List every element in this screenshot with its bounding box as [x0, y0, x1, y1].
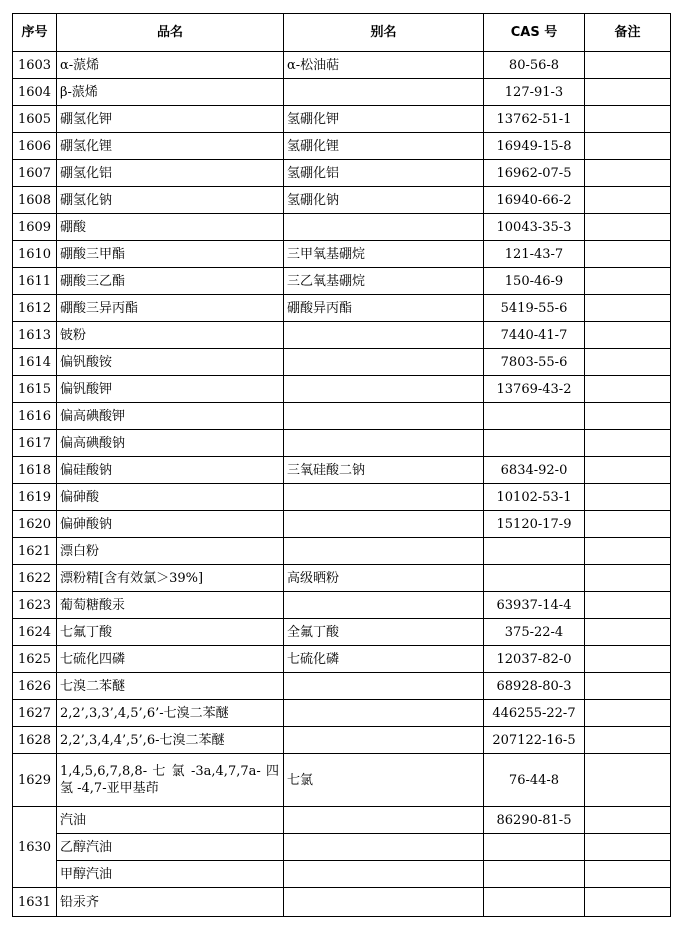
table-row [13, 376, 671, 403]
cell-name: 偏硅酸钠 [57, 457, 284, 484]
cell-cas: 13762-51-1 [484, 106, 585, 133]
table-row [13, 592, 671, 619]
cell-note [585, 538, 671, 565]
table-row [13, 322, 671, 349]
cell-note [585, 484, 671, 511]
cell-cas: 121-43-7 [484, 241, 585, 268]
cell-cas: 68928-80-3 [484, 673, 585, 700]
table-row [13, 160, 671, 187]
cell-name: α-蒎烯 [57, 52, 284, 79]
header-cas: CAS 号 [484, 14, 585, 52]
cell-name: 硼酸三甲酯 [57, 241, 284, 268]
cell-name: 七硫化四磷 [57, 646, 284, 673]
header-note: 备注 [585, 14, 671, 52]
cell-alias [284, 673, 484, 700]
cell-alias [284, 538, 484, 565]
cell-no: 1614 [13, 349, 57, 376]
cell-name: 偏钒酸钾 [57, 376, 284, 403]
cell-name: 硼酸三异丙酯 [57, 295, 284, 322]
cell-alias [284, 376, 484, 403]
cell-alias: 氢硼化铝 [284, 160, 484, 187]
table-row [13, 187, 671, 214]
table-row [13, 241, 671, 268]
cell-alias [284, 700, 484, 727]
table-row [13, 106, 671, 133]
cell-name: 硼氢化铝 [57, 160, 284, 187]
cell-alias [284, 807, 484, 834]
cell-name: 硼氢化钾 [57, 106, 284, 133]
cell-name: 硼酸 [57, 214, 284, 241]
cell-alias [284, 484, 484, 511]
cell-cas: 6834-92-0 [484, 457, 585, 484]
table-row [13, 295, 671, 322]
cell-no: 1620 [13, 511, 57, 538]
cell-no: 1608 [13, 187, 57, 214]
cell-note [585, 214, 671, 241]
cell-note [585, 511, 671, 538]
cell-alias: 三甲氧基硼烷 [284, 241, 484, 268]
table-row-1630-a [13, 807, 671, 834]
cell-no: 1611 [13, 268, 57, 295]
cell-cas [484, 538, 585, 565]
chemical-list-table-container [12, 13, 670, 917]
cell-cas: 86290-81-5 [484, 807, 585, 834]
cell-cas: 13769-43-2 [484, 376, 585, 403]
cell-no: 1622 [13, 565, 57, 592]
cell-note [585, 565, 671, 592]
table-row [13, 430, 671, 457]
cell-no: 1613 [13, 322, 57, 349]
cell-alias [284, 834, 484, 861]
cell-no: 1610 [13, 241, 57, 268]
cell-no-1630: 1630 [13, 807, 57, 888]
cell-no: 1603 [13, 52, 57, 79]
cell-name: 汽油 [57, 807, 284, 834]
cell-alias [284, 861, 484, 888]
cell-alias [284, 592, 484, 619]
cell-name: 漂白粉 [57, 538, 284, 565]
table-row [13, 673, 671, 700]
cell-cas: 15120-17-9 [484, 511, 585, 538]
cell-alias [284, 430, 484, 457]
cell-note [585, 592, 671, 619]
cell-cas: 80-56-8 [484, 52, 585, 79]
cell-note [585, 727, 671, 754]
cell-name: 乙醇汽油 [57, 834, 284, 861]
table-row [13, 619, 671, 646]
cell-name: 硼酸三乙酯 [57, 268, 284, 295]
cell-alias [284, 349, 484, 376]
cell-no: 1621 [13, 538, 57, 565]
table-row [13, 133, 671, 160]
cell-note [585, 646, 671, 673]
table-row [13, 268, 671, 295]
cell-cas: 7440-41-7 [484, 322, 585, 349]
cell-cas: 16949-15-8 [484, 133, 585, 160]
cell-no: 1606 [13, 133, 57, 160]
table-row [13, 457, 671, 484]
cell-name: 铍粉 [57, 322, 284, 349]
table-row-1630-b [13, 834, 671, 861]
cell-note [585, 52, 671, 79]
cell-alias: 高级晒粉 [284, 565, 484, 592]
cell-alias: 三乙氧基硼烷 [284, 268, 484, 295]
cell-no: 1626 [13, 673, 57, 700]
cell-alias [284, 79, 484, 106]
table-row [13, 214, 671, 241]
cell-name: 七溴二苯醚 [57, 673, 284, 700]
cell-name: 甲醇汽油 [57, 861, 284, 888]
cell-note [585, 349, 671, 376]
cell-note [585, 160, 671, 187]
cell-no: 1609 [13, 214, 57, 241]
table-row [13, 511, 671, 538]
cell-note [585, 106, 671, 133]
cell-cas: 12037-82-0 [484, 646, 585, 673]
cell-no: 1607 [13, 160, 57, 187]
cell-cas: 127-91-3 [484, 79, 585, 106]
cell-cas: 10102-53-1 [484, 484, 585, 511]
cell-name: 偏钒酸铵 [57, 349, 284, 376]
cell-note [585, 376, 671, 403]
cell-alias: 氢硼化锂 [284, 133, 484, 160]
cell-no: 1619 [13, 484, 57, 511]
cell-note [585, 834, 671, 861]
cell-note [585, 888, 671, 917]
cell-cas [484, 861, 585, 888]
cell-no: 1623 [13, 592, 57, 619]
cell-no: 1627 [13, 700, 57, 727]
cell-alias: 硼酸异丙酯 [284, 295, 484, 322]
table-row [13, 349, 671, 376]
cell-name: 偏砷酸 [57, 484, 284, 511]
cell-cas [484, 834, 585, 861]
table-row [13, 565, 671, 592]
header-alias: 别名 [284, 14, 484, 52]
cell-alias: 七氯 [284, 754, 484, 807]
cell-alias [284, 403, 484, 430]
cell-name: 铅汞齐 [57, 888, 284, 917]
cell-cas: 76-44-8 [484, 754, 585, 807]
cell-name: 偏高碘酸钠 [57, 430, 284, 457]
cell-no: 1604 [13, 79, 57, 106]
cell-alias: 氢硼化钠 [284, 187, 484, 214]
table-header-row [13, 14, 671, 52]
cell-alias [284, 322, 484, 349]
cell-alias [284, 888, 484, 917]
cell-cas: 63937-14-4 [484, 592, 585, 619]
cell-note [585, 295, 671, 322]
cell-note [585, 457, 671, 484]
cell-name: 七氟丁酸 [57, 619, 284, 646]
cell-name: 偏高碘酸钾 [57, 403, 284, 430]
cell-no: 1629 [13, 754, 57, 807]
cell-no: 1618 [13, 457, 57, 484]
cell-cas: 207122-16-5 [484, 727, 585, 754]
cell-note [585, 861, 671, 888]
cell-cas [484, 430, 585, 457]
cell-no: 1624 [13, 619, 57, 646]
cell-note [585, 187, 671, 214]
cell-cas [484, 888, 585, 917]
table-row-1629 [13, 754, 671, 807]
cell-no: 1616 [13, 403, 57, 430]
header-name: 品名 [57, 14, 284, 52]
cell-name: 硼氢化钠 [57, 187, 284, 214]
cell-cas: 446255-22-7 [484, 700, 585, 727]
cell-note [585, 268, 671, 295]
cell-name: 2,2’,3,4,4’,5’,6-七溴二苯醚 [57, 727, 284, 754]
cell-no: 1631 [13, 888, 57, 917]
cell-alias [284, 727, 484, 754]
cell-name: 硼氢化锂 [57, 133, 284, 160]
cell-note [585, 79, 671, 106]
table-row [13, 484, 671, 511]
cell-name: β-蒎烯 [57, 79, 284, 106]
cell-cas [484, 565, 585, 592]
cell-cas: 375-22-4 [484, 619, 585, 646]
cell-alias: 全氟丁酸 [284, 619, 484, 646]
cell-cas: 16940-66-2 [484, 187, 585, 214]
cell-no: 1625 [13, 646, 57, 673]
cell-note [585, 241, 671, 268]
table-row [13, 646, 671, 673]
cell-note [585, 430, 671, 457]
table-row [13, 79, 671, 106]
cell-alias: 七硫化磷 [284, 646, 484, 673]
table-row-1631 [13, 888, 671, 917]
table-row [13, 52, 671, 79]
cell-cas: 10043-35-3 [484, 214, 585, 241]
cell-no: 1615 [13, 376, 57, 403]
cell-note [585, 754, 671, 807]
cell-note [585, 133, 671, 160]
cell-name: 偏砷酸钠 [57, 511, 284, 538]
cell-note [585, 403, 671, 430]
cell-note [585, 807, 671, 834]
table-row [13, 727, 671, 754]
cell-cas: 150-46-9 [484, 268, 585, 295]
cell-cas [484, 403, 585, 430]
cell-alias: 三氧硅酸二钠 [284, 457, 484, 484]
cell-alias [284, 214, 484, 241]
cell-note [585, 322, 671, 349]
chemical-list-table [12, 13, 671, 917]
cell-alias: α-松油萜 [284, 52, 484, 79]
cell-cas: 7803-55-6 [484, 349, 585, 376]
table-row-1630-c [13, 861, 671, 888]
table-row [13, 700, 671, 727]
cell-no: 1617 [13, 430, 57, 457]
cell-no: 1612 [13, 295, 57, 322]
cell-name: 漂粉精[含有效氯＞39%] [57, 565, 284, 592]
cell-no: 1628 [13, 727, 57, 754]
cell-cas: 5419-55-6 [484, 295, 585, 322]
table-row [13, 403, 671, 430]
table-row [13, 538, 671, 565]
cell-note [585, 673, 671, 700]
cell-name: 葡萄糖酸汞 [57, 592, 284, 619]
cell-note [585, 700, 671, 727]
cell-alias: 氢硼化钾 [284, 106, 484, 133]
cell-no: 1605 [13, 106, 57, 133]
cell-name: 1,4,5,6,7,8,8- 七 氯 -3a,4,7,7a- 四 氢 -4,7-亚甲基茚 [57, 754, 284, 807]
cell-alias [284, 511, 484, 538]
cell-name: 2,2’,3,3’,4,5’,6’-七溴二苯醚 [57, 700, 284, 727]
cell-note [585, 619, 671, 646]
cell-cas: 16962-07-5 [484, 160, 585, 187]
header-no: 序号 [13, 14, 57, 52]
